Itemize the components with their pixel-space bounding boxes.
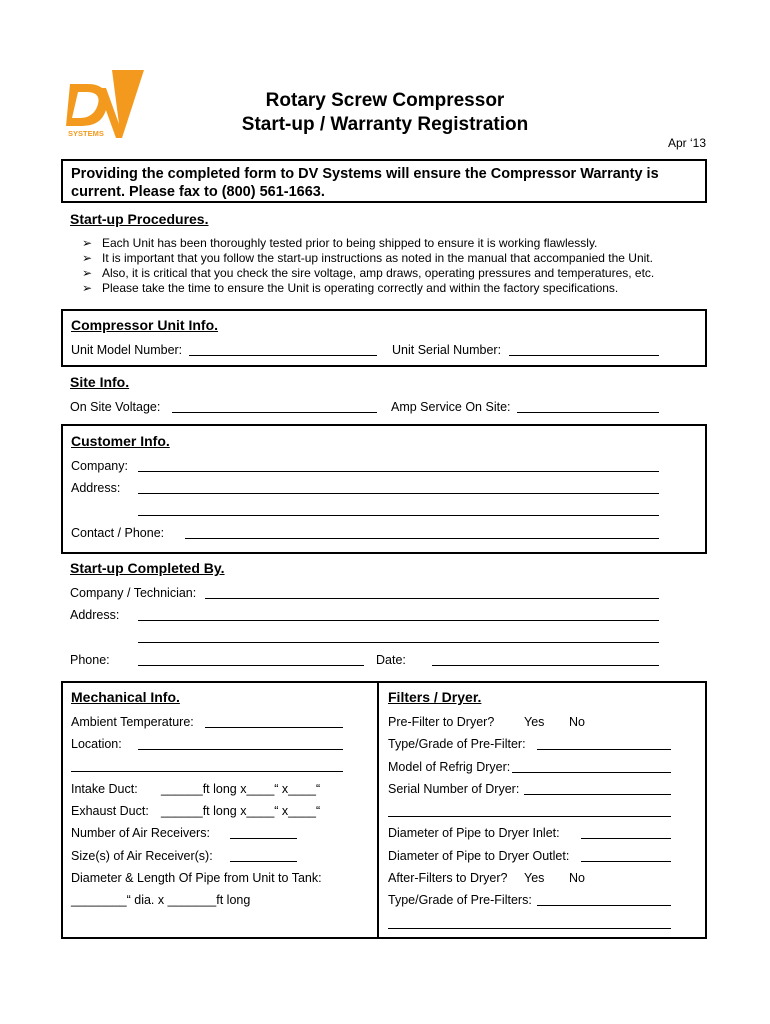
receivers-label: Number of Air Receivers: [71, 826, 210, 840]
prefilters-grade-field[interactable] [537, 905, 671, 906]
prefilters-grade-field-2[interactable] [388, 928, 671, 929]
completed-address-label: Address: [70, 608, 120, 622]
dryer-model-label: Model of Refrig Dryer: [388, 760, 511, 774]
afterfilters-no-option[interactable]: No [569, 871, 585, 885]
technician-field[interactable] [205, 598, 659, 599]
dryer-model-field[interactable] [512, 772, 671, 773]
dryer-serial-label: Serial Number of Dryer: [388, 782, 520, 796]
customer-address-field[interactable] [138, 493, 659, 494]
afterfilters-yes-option[interactable]: Yes [524, 871, 545, 885]
svg-text:SYSTEMS: SYSTEMS [68, 129, 104, 138]
pipe-inlet-field[interactable] [581, 838, 671, 839]
list-item: ➢ Please take the time to ensure the Unit is operating correctly and within the factory specifications. [82, 281, 619, 295]
dryer-serial-field[interactable] [524, 794, 671, 795]
customer-company-field[interactable] [138, 471, 659, 472]
prefilter-yes-option[interactable]: Yes [524, 715, 545, 729]
startup-heading: Start-up Procedures. [70, 211, 209, 227]
phone-label: Phone: [70, 653, 110, 667]
column-divider [377, 681, 379, 939]
pipe-dimensions-field[interactable]: ________“ dia. x _______ft long [71, 893, 251, 907]
pipe-outlet-label: Diameter of Pipe to Dryer Outlet: [388, 849, 570, 863]
customer-contact-field[interactable] [185, 538, 659, 539]
revision-date: Apr ‘13 [667, 136, 706, 150]
technician-label: Company / Technician: [70, 586, 197, 600]
customer-heading: Customer Info. [71, 433, 170, 449]
arrow-bullet-icon: ➢ [82, 236, 93, 250]
serial-number-label: Unit Serial Number: [392, 343, 502, 357]
pipe-outlet-field[interactable] [581, 861, 671, 862]
location-label: Location: [71, 737, 122, 751]
amp-service-label: Amp Service On Site: [391, 400, 511, 414]
prefilter-no-option[interactable]: No [569, 715, 585, 729]
compressor-heading: Compressor Unit Info. [71, 317, 219, 333]
completed-address-field[interactable] [138, 620, 659, 621]
completed-address-field-2[interactable] [138, 642, 659, 643]
intake-label: Intake Duct: [71, 782, 138, 796]
exhaust-label: Exhaust Duct: [71, 804, 149, 818]
prefilters-grade-label: Type/Grade of Pre-Filters: [388, 893, 532, 907]
intake-dimensions-field[interactable]: ______ft long x____“ x____“ [161, 782, 321, 796]
exhaust-dimensions-field[interactable]: ______ft long x____“ x____“ [161, 804, 321, 818]
list-item: ➢ Also, it is critical that you check the sire voltage, amp draws, operating pressures and temperatures, etc. [82, 266, 655, 280]
prefilter-grade-label: Type/Grade of Pre-Filter: [388, 737, 526, 751]
ambient-field[interactable] [205, 727, 343, 728]
startup-list [82, 236, 654, 296]
receiver-size-label: Size(s) of Air Receiver(s): [71, 849, 213, 863]
receiver-size-field[interactable] [230, 861, 297, 862]
location-field[interactable] [138, 749, 343, 750]
voltage-label: On Site Voltage: [70, 400, 161, 414]
phone-field[interactable] [138, 665, 364, 666]
prefilter-grade-field[interactable] [537, 749, 671, 750]
list-item: ➢ It is important that you follow the start-up instructions as noted in the manual that accompanied the Unit. [82, 251, 653, 265]
filters-heading: Filters / Dryer. [388, 689, 482, 705]
customer-contact-label: Contact / Phone: [71, 526, 165, 540]
amp-service-field[interactable] [517, 412, 659, 413]
list-item: ➢ Each Unit has been thoroughly tested prior to being shipped to ensure it is working flawlessly. [82, 236, 598, 250]
customer-company-label: Company: [71, 459, 128, 473]
location-field-2[interactable] [71, 771, 343, 772]
title-line-1: Rotary Screw Compressor [265, 90, 505, 111]
pipe-inlet-label: Diameter of Pipe to Dryer Inlet: [388, 826, 560, 840]
date-label: Date: [376, 653, 406, 667]
model-number-label: Unit Model Number: [71, 343, 183, 357]
arrow-bullet-icon: ➢ [82, 281, 93, 295]
voltage-field[interactable] [172, 412, 377, 413]
arrow-bullet-icon: ➢ [82, 251, 93, 265]
notice-box: Providing the completed form to DV Systems will ensure the Compressor Warranty is current. Please fax to (800) 561-1663. [61, 159, 707, 203]
customer-address-label: Address: [71, 481, 121, 495]
model-number-field[interactable] [189, 355, 377, 356]
date-field[interactable] [432, 665, 659, 666]
serial-number-field[interactable] [509, 355, 659, 356]
dryer-serial-field-2[interactable] [388, 816, 671, 817]
mechanical-heading: Mechanical Info. [71, 689, 180, 705]
prefilter-label: Pre-Filter to Dryer? [388, 715, 495, 729]
pipe-label: Diameter & Length Of Pipe from Unit to Tank: [71, 871, 322, 885]
customer-address-field-2[interactable] [138, 515, 659, 516]
title-line-2: Start-up / Warranty Registration [241, 114, 529, 135]
afterfilters-label: After-Filters to Dryer? [388, 871, 508, 885]
ambient-label: Ambient Temperature: [71, 715, 194, 729]
completed-heading: Start-up Completed By. [70, 560, 225, 576]
arrow-bullet-icon: ➢ [82, 266, 93, 280]
site-heading: Site Info. [70, 374, 130, 390]
receivers-field[interactable] [230, 838, 297, 839]
